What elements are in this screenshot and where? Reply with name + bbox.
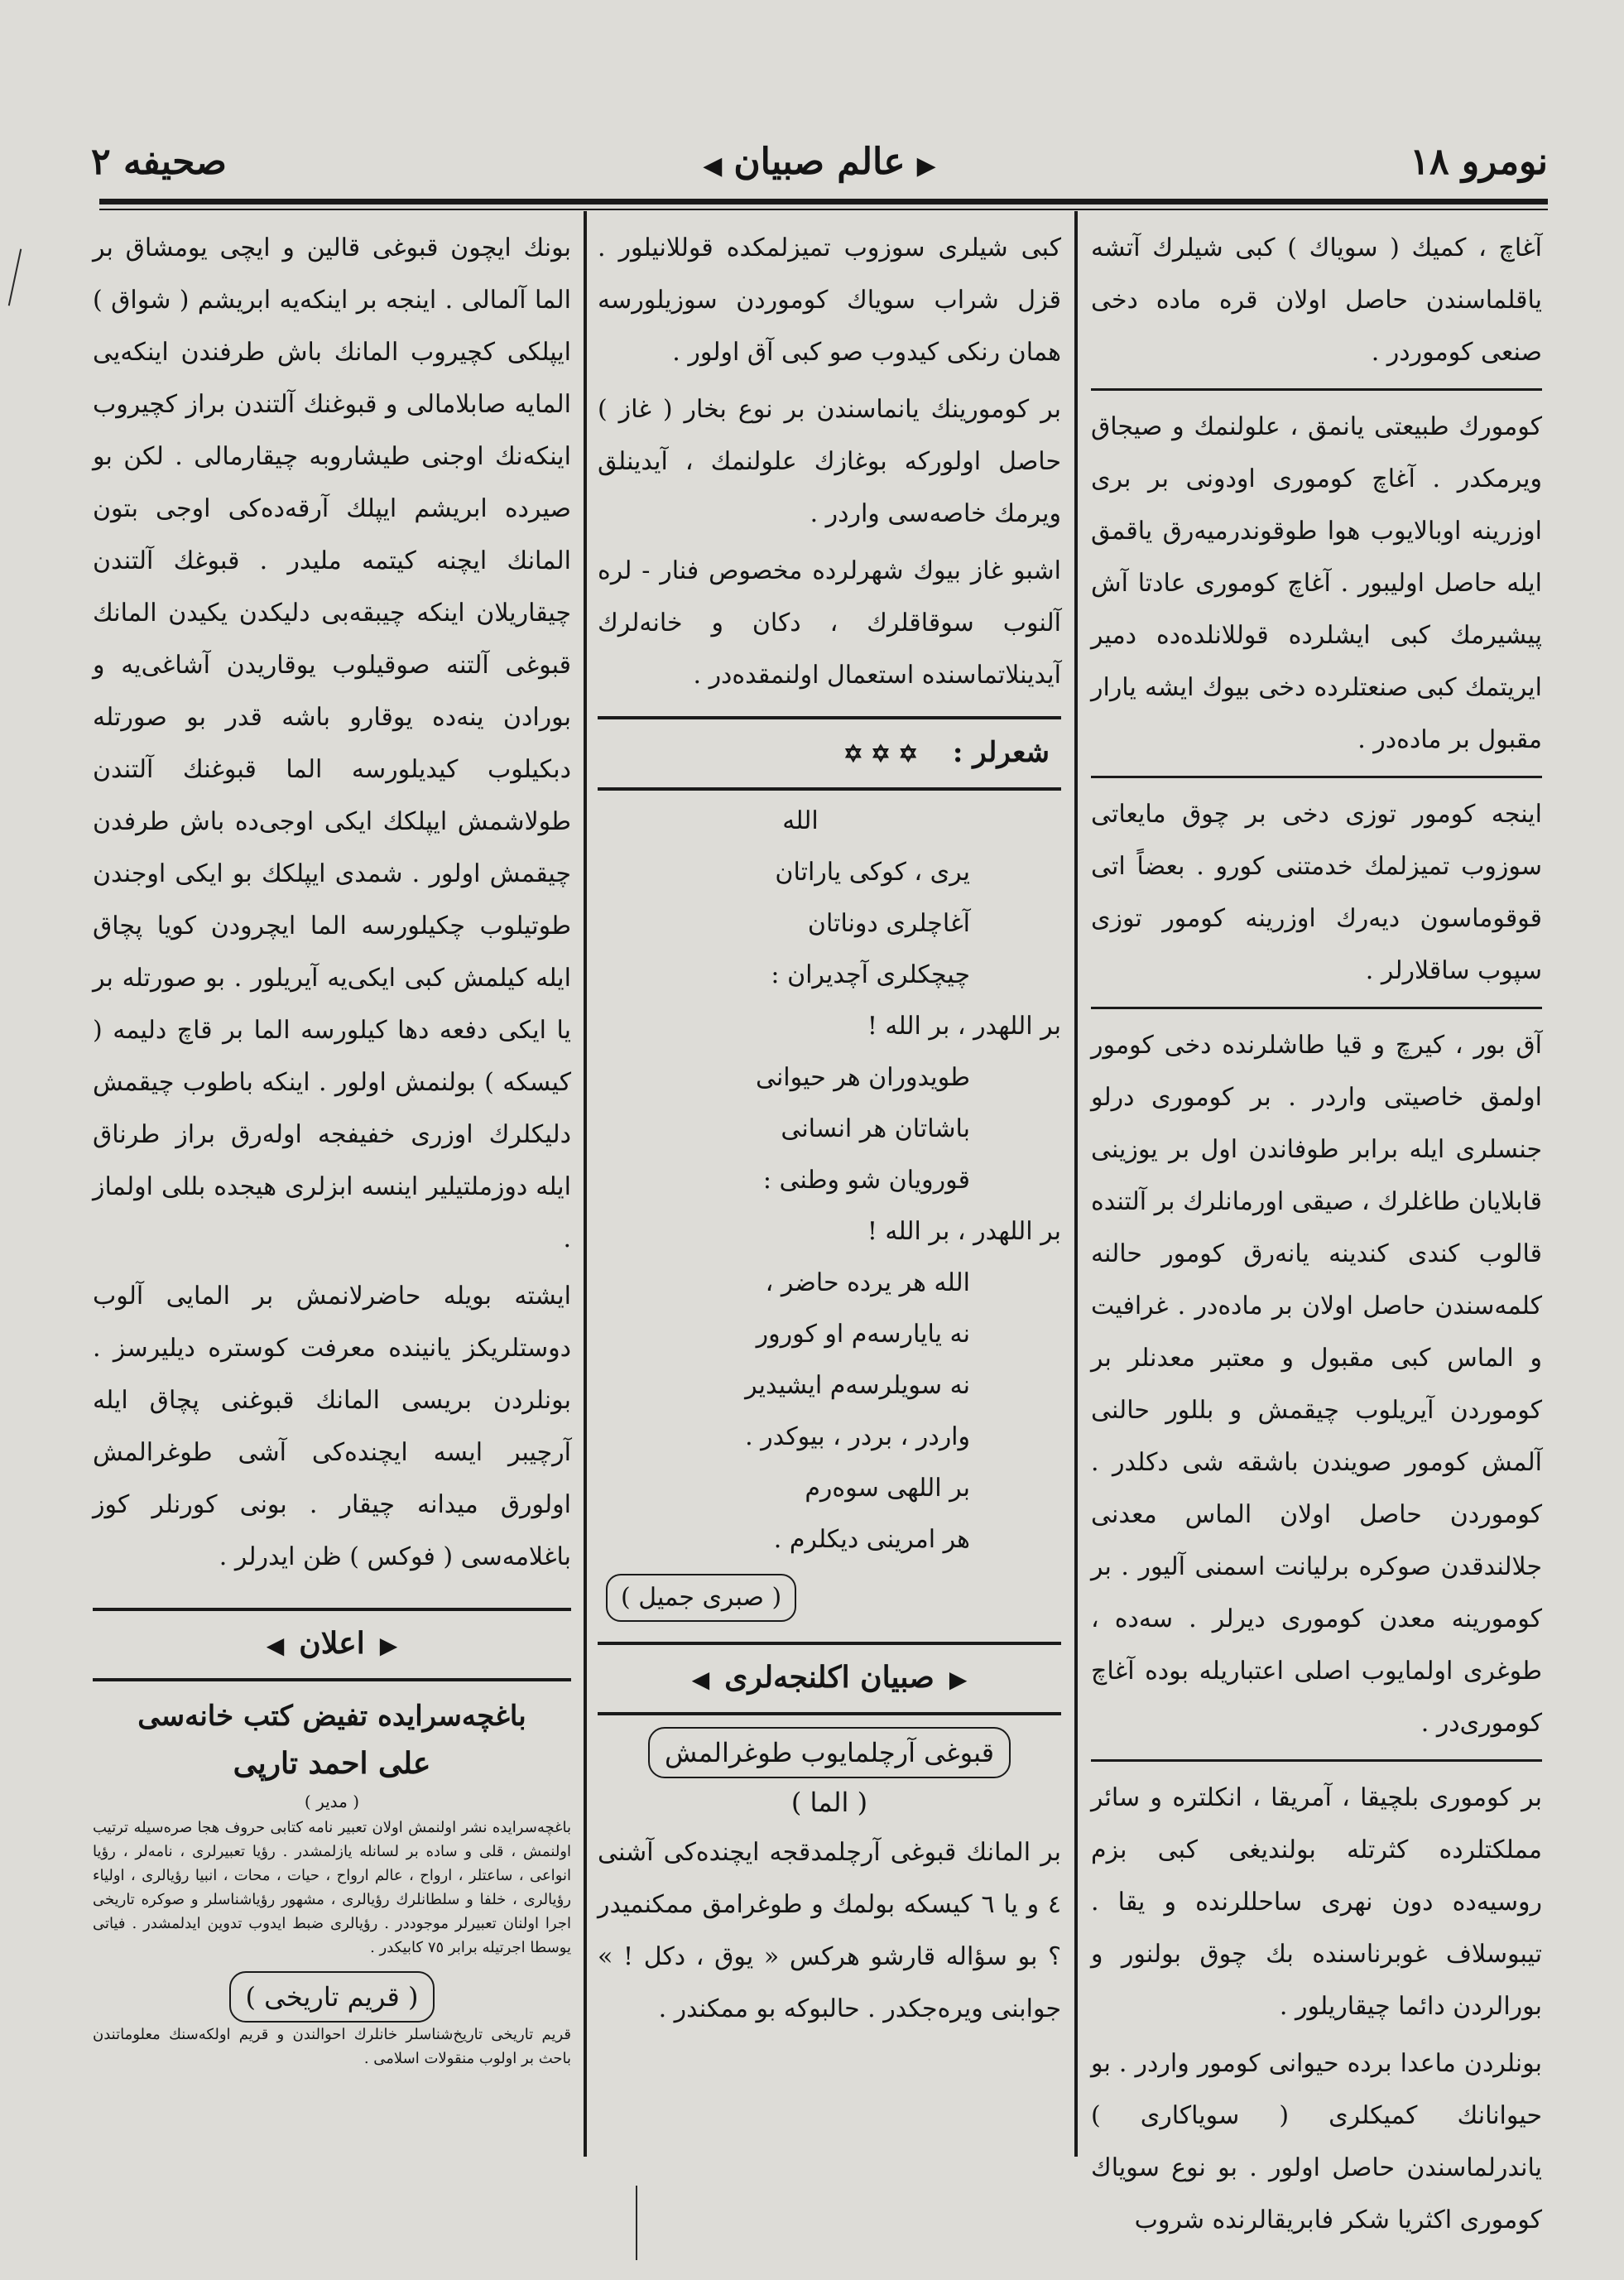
paragraph: بونلردن ماعدا برده حيوانی كومور واردر . بو حيوانانك كميكلری ( سوياكاری ) ياندرلماسندن حاصل اولور . بو نوع سوياك كوموری اكثريا شكر فابريقالرنده شروب <box>1091 2049 1542 2234</box>
separator <box>1091 1759 1542 1762</box>
column-middle <box>598 222 1061 2040</box>
paragraph: آغاچ ، كميك ( سوياك ) كبی شيلرك آتشه ياقلماسندن حاصل اولان قره ماده دخی صنعی كوموردر . <box>1091 233 1542 367</box>
column-left <box>93 222 571 2071</box>
history-body: قريم تاريخی تاريخ‌شناسلر خانلرك احوالندن و قريم اولكه‌سنك معلوماتندن باحث بر اولوب منقولات اسلامی . <box>93 2026 571 2067</box>
paragraph: بونك ايچون قبوغی قالين و ايچی يومشاق بر الما آلمالی . اينجه بر اينكه‌يه ابريشم ( شواق ) ايپلكی كچيروب المانك باش طرفندن اينكه‌يی الما‌يه صابلامالی و قبوغنك آلتندن براز كچيروب اينكه‌نك اوجنی طيشاروبه چيقارمالی . لكن بو صيرده ابريشم ايپلك آرقه‌ده‌كی اوجی بتون المانك ايچنه كيتمه‌ ملیدر . قبوغك آلتندن چيقاريلان اينكه چيبقه‌بی دليكدن يكيدن المانك قبوغی آلتنه صوقيلوب يوقاريدن آشاغی‌يه و بورادن ينه‌ده يوقارو باشه قدر بو صورتله دبكيلوب كيديلورسه الما قبوغنك آلتندن طولاشمش ايپلكك ايكی اوجی‌ده باش طرفدن چيقمش اولور . شمدی ايپلكك بو ايكی اوجندن طوتيلوب چكيلورسه الما ايچرودن كويا پچاق ايله كيلمش كبی ايكی‌يه آيريلور . بو صورتله بر يا ايكی دفعه دها كيلورسه الما بر قاچ دليمه ( كيسكه ) بولنمش اولور . اينكه باطوب چيقمش دليكلرك اوزری خفيفجه اوله‌رق براز طرناق ايله دوزملتيلير اينسه ابزلری هيجده بللی اولماز . <box>93 233 571 1253</box>
history-title: ( قريم تاريخی ) <box>229 1971 435 2023</box>
poem-line: باشاتان هر انسانی <box>781 1114 970 1143</box>
margin-mark <box>8 249 22 306</box>
ornament-icon: ◀ <box>266 1632 285 1659</box>
history-heading <box>93 1971 571 2023</box>
poem-line: هر امرينی ديكلرم . <box>773 1525 970 1554</box>
column-right <box>1091 222 1542 2251</box>
paragraph: بر كوموری بلچيقا ، آمريقا ، انكلتره و سائر مملكتلرده كثرتله بولنديغی كبی بزم روسيه‌ده دون نهری ساحللرنده و يقا . تيبوسلاف غوبرناسنده بك چوق بولنور و بورالردن دائما چيقاريلور . <box>1091 1783 1542 2021</box>
page-header <box>91 141 1548 199</box>
poem-line: يری ، كوكی ياراتان <box>775 858 970 887</box>
separator <box>1091 388 1542 391</box>
separator <box>1091 1007 1542 1009</box>
section-heading <box>598 1642 1061 1715</box>
poem-title: الله <box>782 806 819 835</box>
poem-line: آغاچلری دوناتان <box>807 909 970 938</box>
paragraph: آق بور ، كيرچ و قيا طاشلرنده دخی كومور اولمق خاصيتی واردر . بر كوموری درلو جنسلری ايله برابر طوفاندن اول بر يوزينی قابلايان طاغلرك ، صيقی اورمانلرك بر آلتنده قالوب كندی كندينه يانه‌رق كومور حالنه كلمه‌سندن حاصل اولان بر ماده‌در . غرافيت و الماس كبی مقبول و معتبر معدنلر بر كوموردن آيريلوب چيقمش و بللور حالنی آلمش كومور صويندن باشقه شی دكلدر . كوموردن حاصل اولان الماس معدنی جلالندقدن صوكره برليانت اسمنی آليور . بر كومورينه معدن كوموری ديرلر . سه‌ده ، طوغری اولمايوب اصلی اعتباريله بوده آغاچ كوموری‌در . <box>1091 1031 1542 1738</box>
paragraph: اشبو غاز بيوك شهرلرده مخصوص فنار - لره آلنوب سوقاقلرك ، دكان و خانه‌لرك آيدينلاتماسنده استعمال اولنمقده‌در . <box>598 556 1061 690</box>
paragraph: بر كومورينك يانماسندن بر نوع بخار ( غاز ) حاصل اولوركه بوغازك علولنمك ، آيدينلق ويرمك خاصه‌سی واردر . <box>598 395 1061 528</box>
header-rule-thin <box>99 209 1548 210</box>
poems-heading-label: شعرلر : <box>952 736 1050 769</box>
poem-line: قورويان شو وطنی : <box>762 1166 970 1195</box>
poem-line: واردر ، بردر ، بيوكدر . <box>745 1422 970 1451</box>
header-rule <box>99 199 1548 204</box>
poems-heading <box>598 716 1061 791</box>
puzzle-heading <box>598 1727 1061 1778</box>
advert-title: باغچه‌سرايده تفيض كتب خانه‌سی <box>137 1700 526 1733</box>
ornament-icon: ◀ <box>703 152 723 180</box>
column-divider <box>584 211 587 2157</box>
puzzle-subtitle: ( الما ) <box>790 1787 868 1818</box>
advert-heading <box>93 1608 571 1681</box>
paragraph: بر المانك قبوغی آرچلمدقجه ايچنده‌كی آشنی ٤ و يا ٦ كيسكه بولمك و طوغرامق ممكنميدر ؟ بو سؤاله قارشو هركس « يوق ، دكل ! » جوابنی ويره‌جكدر . حالبوكه بو ممكندر . <box>598 1838 1061 2023</box>
newspaper-title: عالم صبيان <box>733 141 906 183</box>
section-title: صبيان اكلنجه‌لری <box>724 1660 935 1695</box>
advert-label: اعلان <box>299 1626 365 1661</box>
poem-line: بر اللهی سوه‌رم <box>805 1474 970 1503</box>
ornament-icon: ◀ <box>691 1666 710 1693</box>
poem-line: طويدوران هر حيوانی <box>755 1063 970 1092</box>
masthead-title <box>91 141 1548 183</box>
margin-mark <box>636 2186 637 2260</box>
advert-owner-role: ( مدير ) <box>304 1792 360 1811</box>
paragraph: اينجه كومور توزی دخی بر چوق مايعاتی سوزوب تميزلمك خدمتنی كورو . بعضاً اتی قوقوماسون ديه‌رك اوزرينه كومور توزی سپوب ساقلارلر . <box>1091 800 1542 985</box>
poem-author: ( صبری جميل ) <box>606 1574 796 1622</box>
poem-line: نه يايارسه‌م او كورور <box>756 1320 970 1349</box>
poem-line: نه سويلرسه‌م ايشيدير <box>745 1371 970 1400</box>
page-number: صحيفه ۲ <box>91 141 227 183</box>
ornament-icon: ▶ <box>916 152 936 180</box>
separator <box>1091 776 1542 778</box>
poem-refrain: بر اللهدر ، بر الله ! <box>867 1217 1061 1246</box>
ornament-icon: ▶ <box>379 1632 398 1659</box>
poem <box>598 796 1061 1566</box>
paragraph: كبی شيلری سوزوب تميزلمكده قوللانيلور . قزل شراب سوياك كوموردن سوزيلورسه همان رنكی كيدوب صو كبی آق اولور . <box>598 233 1061 367</box>
paragraph: ايشته بويله حاضرلانمش بر المايی آلوب دوستلريكز يانينده معرفت كوستره ديليرسز . بونلردن بريسی المانك قبوغنی پچاق ايله آرچيبر ايسه ايچنده‌كی آشی طوغرالمش اولورق ميدانه چيقار . بونی كورنلر كوز باغلامه‌سی ( فوكس ) ظن ايدرلر . <box>93 1282 571 1571</box>
advert-owner: علی احمد تارپی <box>233 1746 431 1781</box>
poem-author-row <box>598 1566 1061 1623</box>
poem-line: الله هر يرده حاضر ، <box>765 1268 970 1297</box>
paragraph: كومورك طبيعتی يانمق ، علولنمك و صيجاق ويرمكدر . آغاچ كوموری اودونی بر بری اوزرينه اوبالايوب هوا طوقوندرميه‌رق ياقمق ايله حاصل اوليبور . آغاچ كوموری عادتا آش پيشيرمك كبی ايشلرده قوللانلدەده دمير ايريتمك كبی صنعتلرده دخی بيوك ايشه يارار مقبول بر ماده‌در . <box>1091 412 1542 754</box>
star-icon: ✡ ✡ ✡ <box>843 740 918 767</box>
puzzle-title: قبوغی آرچلمايوب طوغرالمش <box>648 1727 1011 1778</box>
ornament-icon: ▶ <box>949 1666 968 1693</box>
poem-line: چيچكلری آچديران : <box>771 960 970 989</box>
poem-refrain: بر اللهدر ، بر الله ! <box>867 1012 1061 1041</box>
advert-body: باغچه‌سرايده نشر اولنمش اولان تعبير نامه كتابی حروف هجا صره‌سيله ترتيب اولنمش ، قلی و ساده بر لسانله يازلمشدر . رؤيا تعبيرلری ، نامه‌لر ، رؤيا انواعی ، ساعتلر ، ارواح ، عالم ارواح ، حيات ، محات ، انبيا رؤيالری ، اولياء رؤيالری ، خلفا و سلطانلرك رؤيالری ، مشهور رؤياشناسلر و صوكره تاريخی اجرا اولنان تعبيرلر موجوددر . رؤيالری ضبط ايدوب تدوين ايدلمشدر . فياتی يوسطا اجرتيله برابر ٧٥ كابيكدر . <box>93 1819 571 1956</box>
column-divider <box>1074 211 1078 2157</box>
issue-number: نومرو ۱۸ <box>1410 141 1548 183</box>
